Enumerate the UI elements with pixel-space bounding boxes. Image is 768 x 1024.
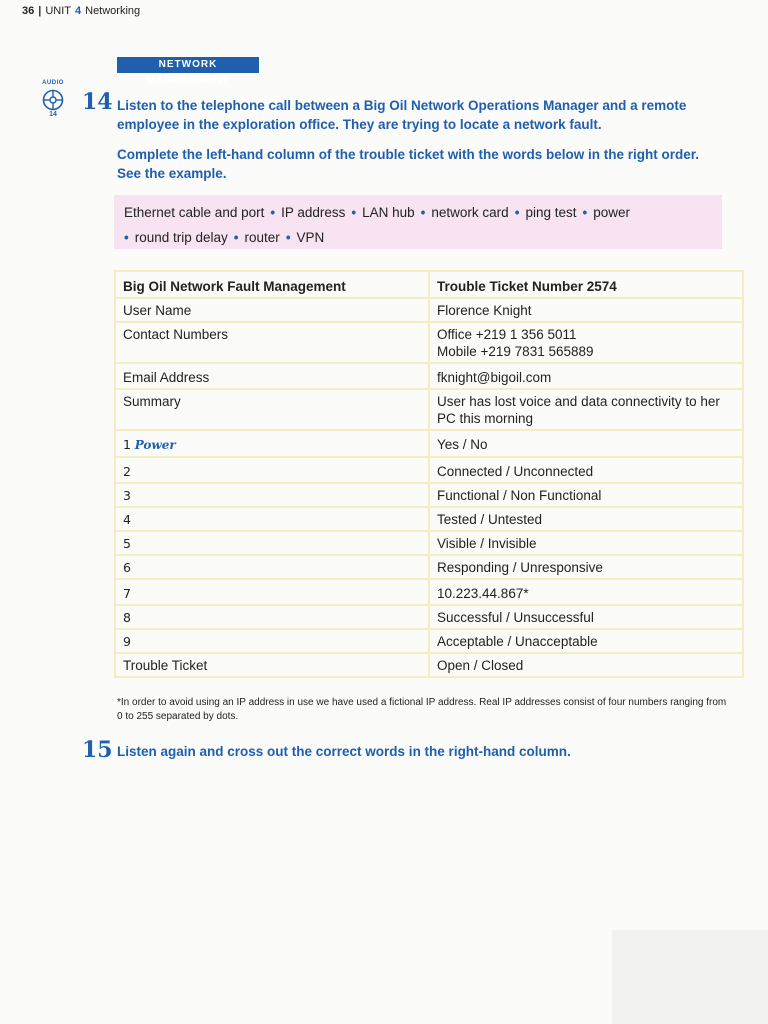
table-row [115,483,743,507]
row-label: Trouble Ticket [115,653,429,677]
example-answer: Power [134,438,176,452]
row-number: 3 [123,488,131,503]
row-label[interactable] [115,430,429,457]
table-row [115,605,743,629]
row-label[interactable] [115,457,429,483]
row-number: 6 [123,560,131,575]
table-row [115,457,743,483]
unit-title: Networking [85,5,141,17]
header-separator: | [38,5,42,17]
row-number: 7 [123,586,131,601]
row-label[interactable] [115,605,429,629]
mobile-number: Mobile +219 7831 565889 [437,344,594,359]
table-row [115,389,743,430]
unit-label: UNIT [45,5,71,17]
row-value: Yes / No [429,430,743,457]
row-value [429,322,743,363]
table-row [115,653,743,677]
row-value: Visible / Invisible [429,531,743,555]
bullet: • [270,205,276,220]
bullet: • [514,205,520,220]
row-label[interactable] [115,579,429,605]
table-row [115,430,743,457]
word-item: VPN [296,230,325,245]
row-label: Email Address [115,363,429,389]
word-item: router [244,230,280,245]
word-item: network card [431,205,509,220]
exercise-15-number: 15 [82,737,113,763]
word-item: Ethernet cable and port [124,205,265,220]
unit-number: 4 [75,5,82,17]
word-item: power [593,205,630,220]
row-label: Summary [115,389,429,430]
word-item: IP address [281,205,346,220]
table-row [115,322,743,363]
table-row [115,579,743,605]
exercise-14-number: 14 [82,89,113,115]
row-number: 5 [123,536,131,551]
bullet: • [582,205,588,220]
header-left: Big Oil Network Fault Management [115,271,429,298]
row-value: Open / Closed [429,653,743,677]
row-label[interactable] [115,483,429,507]
audio-track-number: 14 [49,111,57,118]
bullet: • [420,205,426,220]
table-header-row [115,271,743,298]
row-number: 2 [123,464,131,479]
table-row [115,531,743,555]
page-header [22,5,140,17]
row-value: 10.223.44.867* [429,579,743,605]
row-number: 8 [123,610,131,625]
word-item: round trip delay [134,230,228,245]
trouble-ticket-table [114,270,744,678]
row-label[interactable] [115,507,429,531]
word-item: ping test [525,205,577,220]
row-label[interactable] [115,531,429,555]
bullet: • [285,230,291,245]
row-value: Tested / Untested [429,507,743,531]
row-value: Functional / Non Functional [429,483,743,507]
row-value: Connected / Unconnected [429,457,743,483]
section-label: NETWORK MANAGEMENT [117,57,259,73]
row-value: fknight@bigoil.com [429,363,743,389]
row-value: Acceptable / Unacceptable [429,629,743,653]
audio-block[interactable] [40,80,66,118]
table-row [115,555,743,579]
row-number: 1 [123,437,131,452]
bullet: • [233,230,239,245]
page-edge-shade [612,930,768,1024]
row-label[interactable] [115,555,429,579]
row-label[interactable] [115,629,429,653]
row-value: User has lost voice and data connectivity to her PC this morning [429,389,743,430]
row-number: 4 [123,512,131,527]
exercise-15-instruction: Listen again and cross out the correct words in the right-hand column. [117,744,571,759]
row-value: Successful / Unsuccessful [429,605,743,629]
exercise-14-instruction: Listen to the telephone call between a Big Oil Network Operations Manager and a remote employee in the exploration office. They are trying to locate a network fault. [117,98,687,132]
table-row [115,507,743,531]
row-label: Contact Numbers [115,322,429,363]
table-row [115,298,743,322]
audio-cd-icon[interactable] [42,89,64,111]
header-right: Trouble Ticket Number 2574 [429,271,743,298]
row-number: 9 [123,634,131,649]
office-number: Office +219 1 356 5011 [437,327,577,342]
page-number: 36 [22,5,35,17]
word-item: LAN hub [362,205,415,220]
table-row [115,629,743,653]
footnote: *In order to avoid using an IP address in use we have used a fictional IP address. Real IP addresses consist of four numbers ranging from 0 to 255 separated by dots. [117,697,727,722]
bullet: • [124,230,129,245]
row-value: Florence Knight [429,298,743,322]
table-row [115,363,743,389]
bullet: • [351,205,357,220]
exercise-14-task: Complete the left-hand column of the trouble ticket with the words below in the right order. See the example. [117,147,700,181]
word-box [114,195,722,249]
row-value: Responding / Unresponsive [429,555,743,579]
row-label: User Name [115,298,429,322]
audio-label: AUDIO [42,80,64,86]
